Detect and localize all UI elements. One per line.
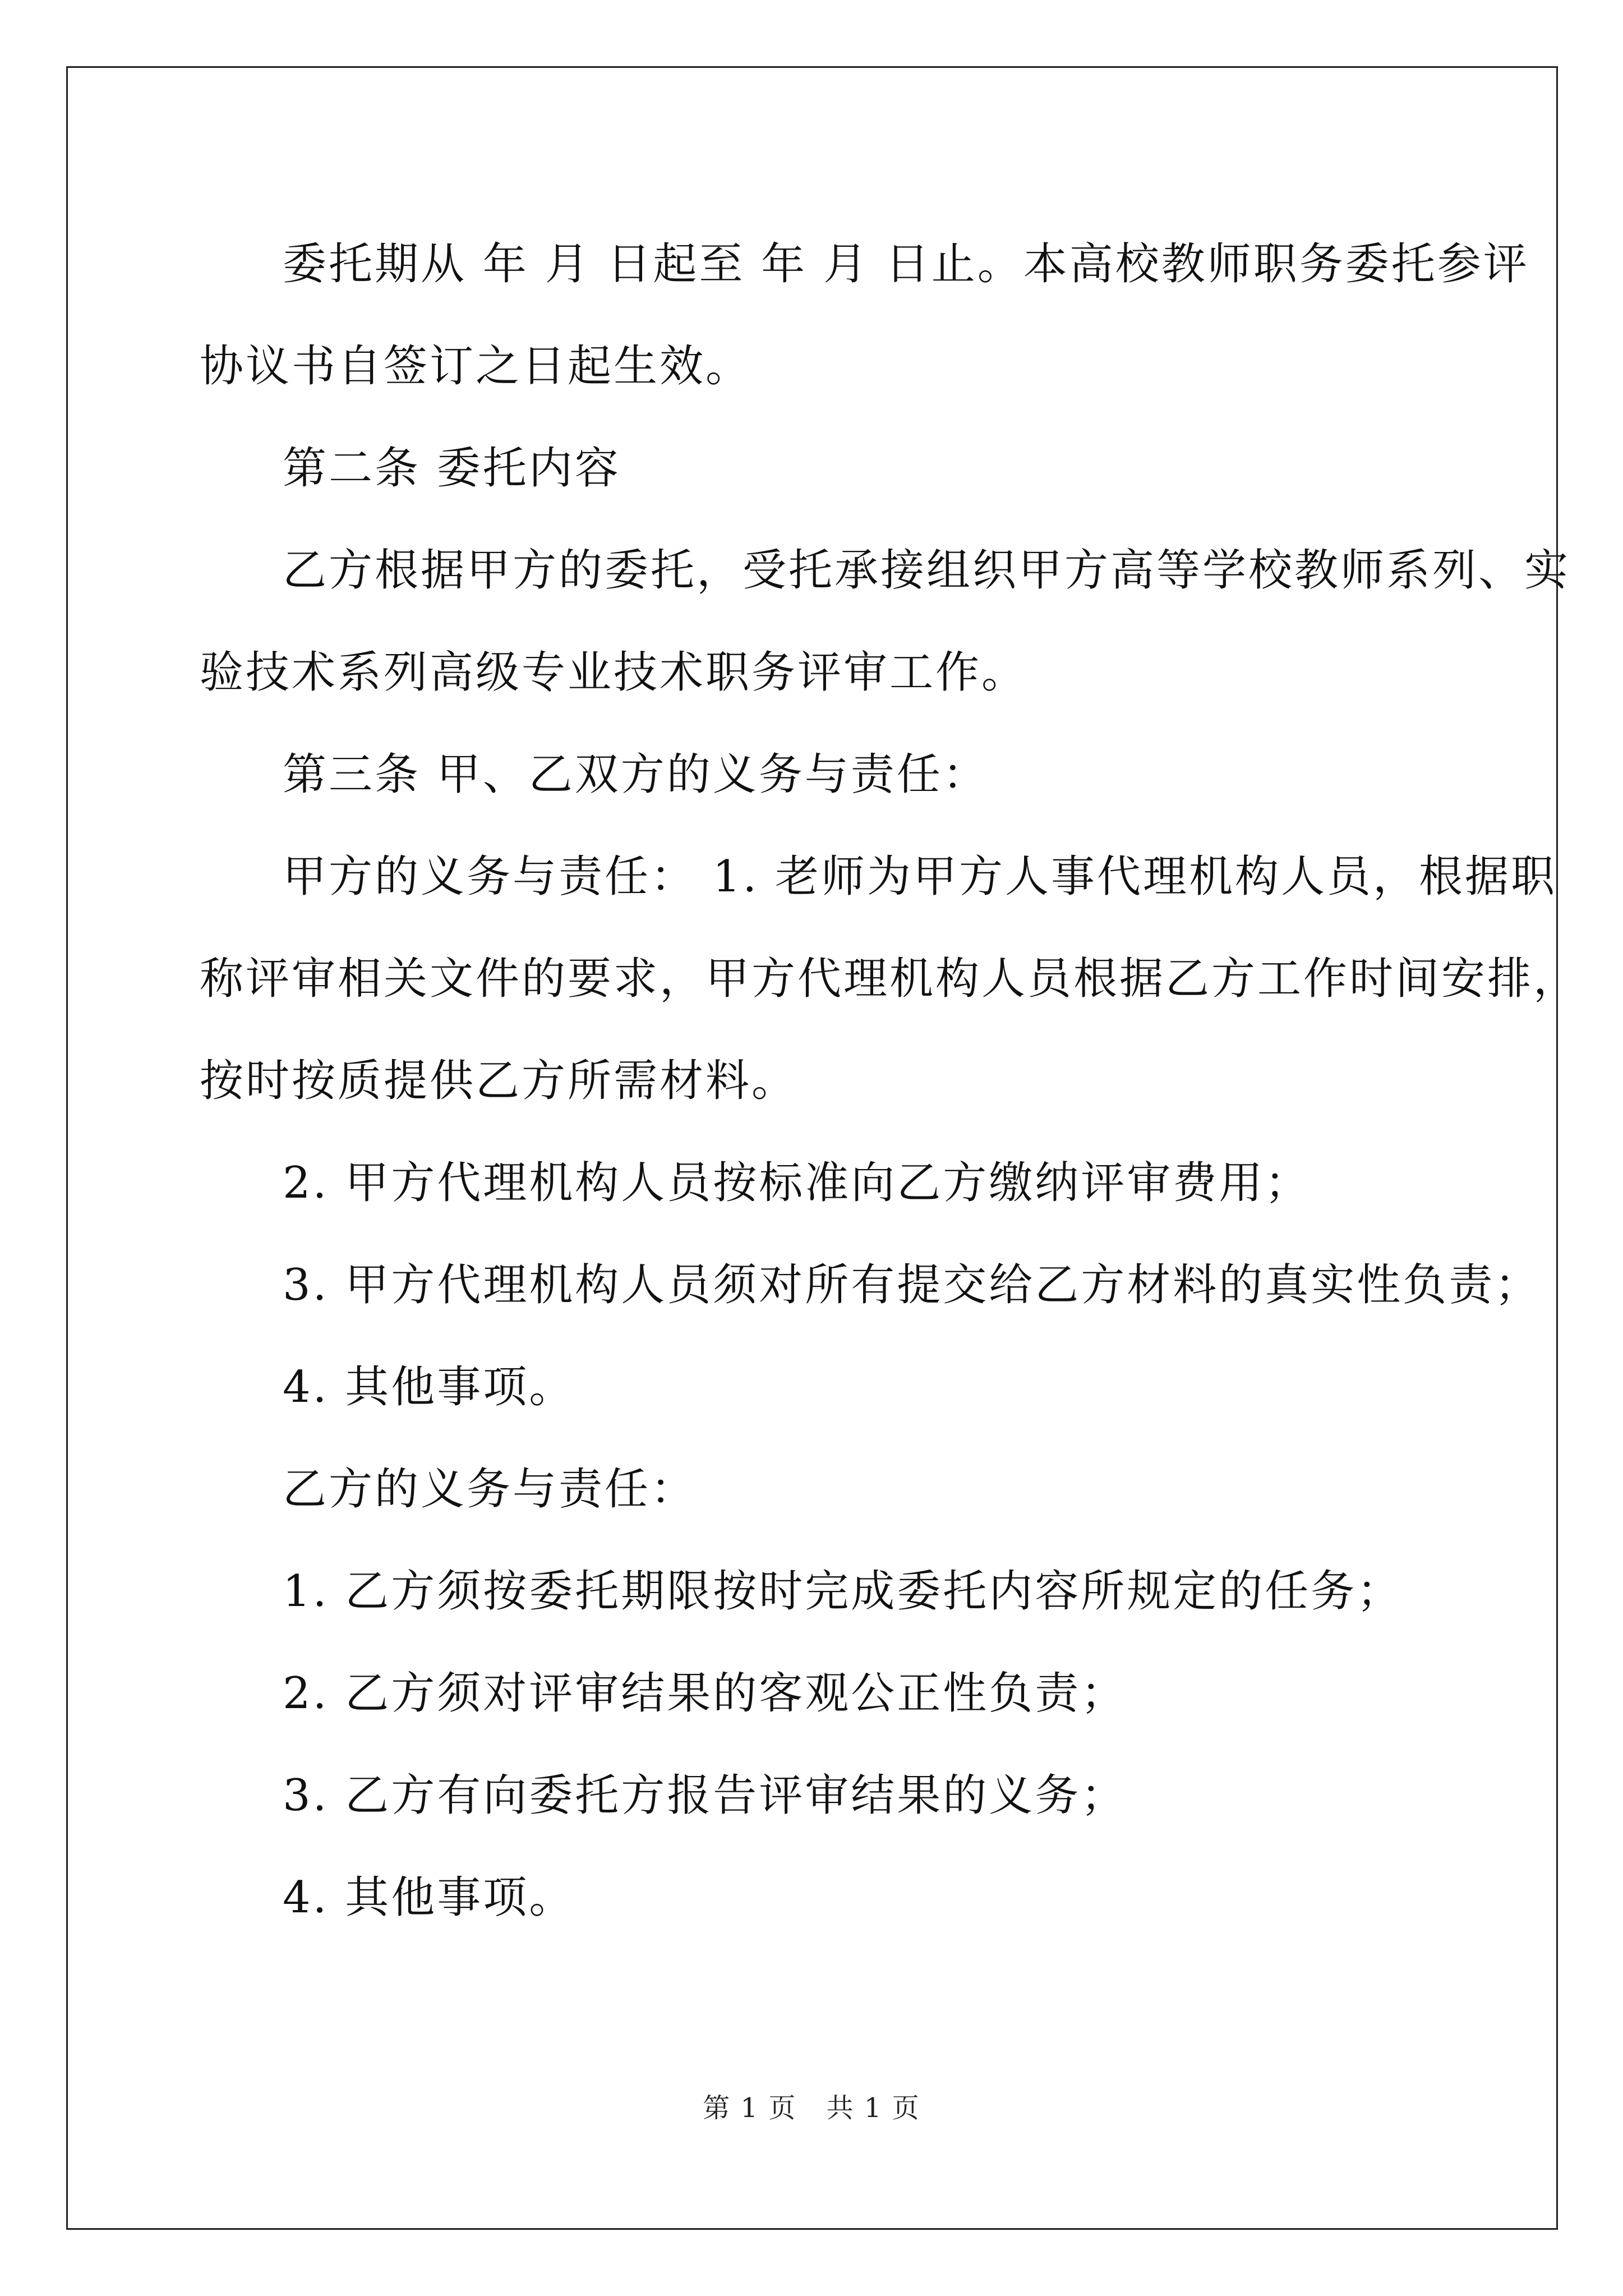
text-line: 3. 乙方有向委托方报告评审结果的义务； <box>283 1770 1127 1821</box>
document-body <box>200 213 1580 1949</box>
list-item <box>200 1745 1426 1847</box>
text-line: 2. 甲方代理机构人员按标准向乙方缴纳评审费用； <box>283 1158 1311 1208</box>
paragraph-party-b-heading <box>200 1438 1426 1540</box>
list-item <box>200 1336 1426 1438</box>
text-line: 4. 其他事项。 <box>283 1872 575 1923</box>
page-footer <box>0 2091 1623 2125</box>
page-number-current: 第 1 页 <box>703 2092 797 2124</box>
paragraph-party-a-duties <box>200 826 1580 1132</box>
text-line: 3. 甲方代理机构人员须对所有提交给乙方材料的真实性负责； <box>283 1260 1541 1310</box>
list-item <box>200 1847 1426 1949</box>
text-line: 2. 乙方须对评审结果的客观公正性负责； <box>283 1668 1127 1719</box>
list-item <box>200 1234 1541 1336</box>
text-line: 协议书自签订之日起生效。 <box>200 341 752 392</box>
paragraph-entrust-period <box>200 213 1529 417</box>
page-number-total: 共 1 页 <box>826 2092 920 2124</box>
text-line: 4. 其他事项。 <box>283 1362 575 1412</box>
text-line: 第二条 委托内容 <box>283 443 621 494</box>
article-heading-2 <box>200 417 1426 519</box>
text-line: 称评审相关文件的要求，甲方代理机构人员根据乙方工作时间安排， <box>200 954 1580 1004</box>
text-line: 按时按质提供乙方所需材料。 <box>200 1056 798 1106</box>
text-line: 甲方的义务与责任： 1. 老师为甲方人事代理机构人员，根据职 <box>283 852 1557 902</box>
list-item <box>200 1132 1426 1234</box>
list-item <box>200 1642 1426 1745</box>
article-heading-3 <box>200 724 1426 826</box>
text-line: 验技术系列高级专业技术职务评审工作。 <box>200 647 1028 698</box>
text-line: 第三条 甲、乙双方的义务与责任： <box>283 749 989 800</box>
list-item <box>200 1540 1426 1642</box>
paragraph-entrust-content <box>200 519 1571 724</box>
text-line: 乙方的义务与责任： <box>283 1464 697 1515</box>
text-line: 乙方根据甲方的委托，受托承接组织甲方高等学校教师系列、实 <box>283 545 1571 596</box>
text-line: 委托期从 年 月 日起至 年 月 日止。本高校教师职务委托参评 <box>283 239 1529 289</box>
text-line: 1. 乙方须按委托期限按时完成委托内容所规定的任务； <box>283 1566 1403 1617</box>
